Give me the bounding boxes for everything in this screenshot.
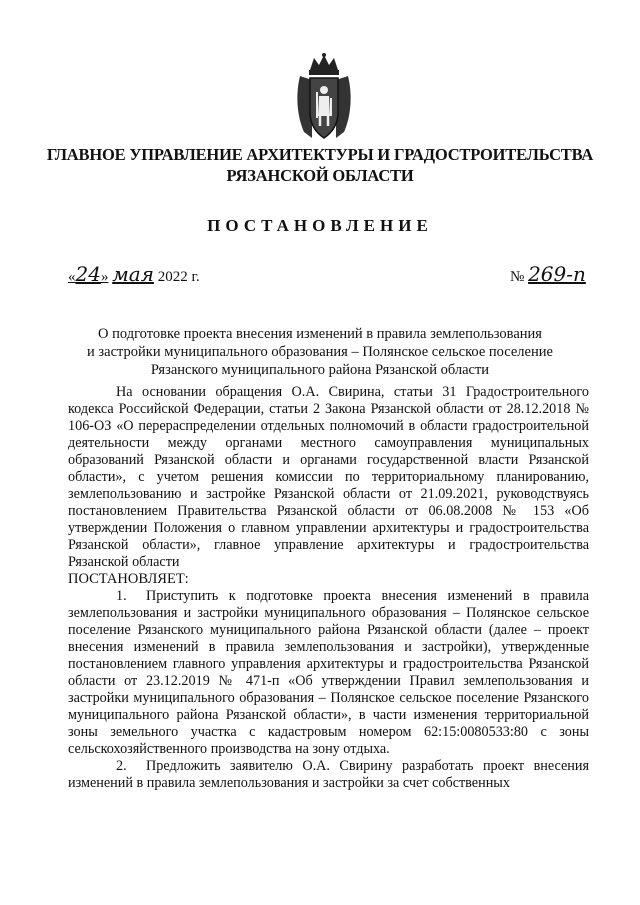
preamble-paragraph: На основании обращения О.А. Свирина, статьи 31 Градостроительного кодекса Российской Федерации, статьи 2 Закона Рязанской области от 28.12.2018 № 106-ОЗ «О перераспределении отдельных полномочий в области градостроительной деятельности между органами местного самоуправления муниципальных образований Рязанской области и органами государственной власти Рязанской области», с учетом решения комиссии по территориальному планированию, землепользованию и застройке Рязанской области от 21.09.2021, руководствуясь постановлением Правительства Рязанской области от 06.08.2008 № 153 «Об утверждении Положения о главном управлении архитектуры и градостроительства Рязанской области», главное управление архитектуры и градостроительства Рязанской области <box>68 384 589 570</box>
document-type-title: ПОСТАНОВЛЕНИЕ <box>207 216 433 235</box>
date-year: 2022 г. <box>157 269 200 285</box>
item-1-number: 1. <box>116 588 127 604</box>
number-value: 269-п <box>528 262 586 286</box>
document-body <box>68 384 589 792</box>
subject-line-1: О подготовке проекта внесения изменений в правила землепользования <box>98 326 542 342</box>
date-day: 24 <box>75 262 101 286</box>
coat-of-arms-icon <box>292 52 356 144</box>
date-close-quote: » <box>100 269 109 285</box>
document-number <box>510 262 586 286</box>
document-date <box>68 262 200 286</box>
org-line-2: РЯЗАНСКОЙ ОБЛАСТИ <box>226 166 414 185</box>
org-line-1: ГЛАВНОЕ УПРАВЛЕНИЕ АРХИТЕКТУРЫ И ГРАДОСТРОИТЕЛЬСТВА <box>46 145 594 164</box>
item-2-text: Предложить заявителю О.А. Свирину разработать проект внесения изменений в правила землепользования и застройки за счет собственных <box>68 758 589 791</box>
document-subject <box>40 325 600 379</box>
item-2-paragraph <box>68 758 589 792</box>
organization-name <box>0 144 640 186</box>
number-sign: № <box>510 269 525 285</box>
subject-line-2: и застройки муниципального образования – Полянское сельское поселение <box>87 344 553 360</box>
date-open-quote: « <box>68 269 76 285</box>
decree-word: ПОСТАНОВЛЯЕТ: <box>68 571 189 587</box>
item-1-paragraph <box>68 588 589 758</box>
item-1-text: Приступить к подготовке проекта внесения изменений в правила землепользования и застройки муниципального образования – Полянское сельское поселение Рязанского муниципального района Рязанской области (далее – проект внесения изменений в правила землепользования и застройки), утвержденные постановлением главного управления архитектуры и градостроительства Рязанской области от 23.12.2019 № 471-п «Об утверждении Правил землепользования и застройки муниципального образования – Полянское сельское поселение Рязанского муниципального района Рязанской области», в части изменения территориальной зоны земельного участка с кадастровым номером 62:15:0080533:80 с зоны сельскохозяйственного производства на зону отдыха. <box>68 588 589 757</box>
subject-line-3: Рязанского муниципального района Рязанской области <box>150 362 490 378</box>
item-2-number: 2. <box>116 758 127 774</box>
date-month: мая <box>112 262 154 286</box>
